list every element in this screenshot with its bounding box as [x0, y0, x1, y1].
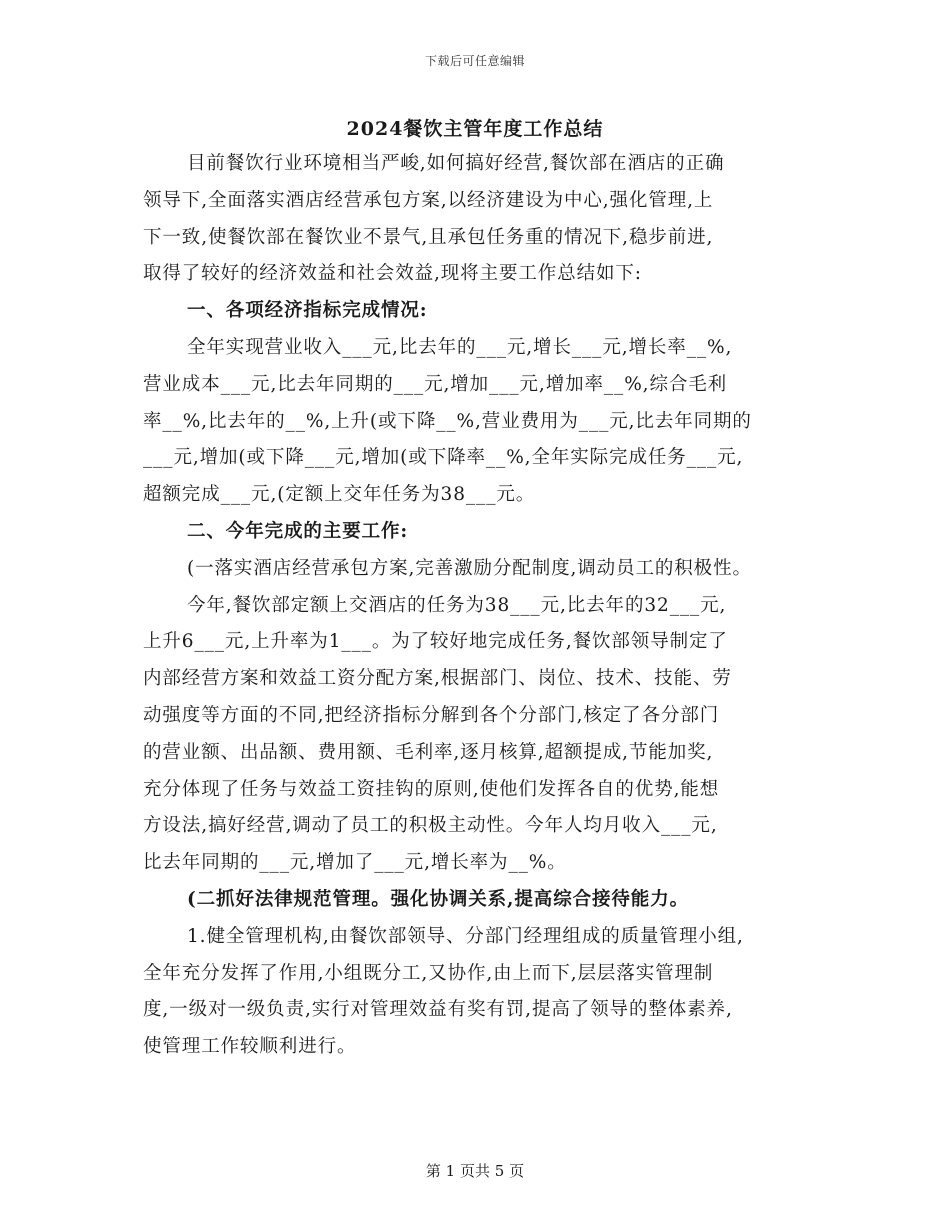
- paragraph-line: (一落实酒店经营承包方案,完善激励分配制度,调动员工的积极性。: [187, 557, 752, 579]
- header-note: 下载后可任意编辑: [424, 54, 525, 68]
- paragraph-line: 方设法,搞好经营,调动了员工的积极主动性。今年人均月收入___元,: [143, 815, 718, 837]
- paragraph-line: 超额完成___元,(定额上交年任务为38___元。: [143, 484, 536, 506]
- paragraph-line: 取得了较好的经济效益和社会效益,现将主要工作总结如下:: [143, 263, 642, 285]
- document-body: [143, 146, 813, 1066]
- paragraph-line: 全年充分发挥了作用,小组既分工,又协作,由上而下,层层落实管理制: [143, 962, 714, 984]
- paragraph-line: 领导下,全面落实酒店经营承包方案,以经济建设为中心,强化管理,上: [143, 189, 714, 211]
- paragraph-line: 度,一级对一级负责,实行对管理效益有奖有罚,提高了领导的整体素养,: [143, 999, 733, 1021]
- paragraph-line: ___元,增加(或下降___元,增加(或下降率__%,全年实际完成任务___元,: [143, 447, 744, 469]
- paragraph-line: 目前餐饮行业环境相当严峻,如何搞好经营,餐饮部在酒店的正确: [187, 153, 725, 174]
- paragraph-line: 下一致,使餐饮部在餐饮业不景气,且承包任务重的情况下,稳步前进,: [143, 226, 714, 248]
- paragraph-line: 率__%,比去年的__%,上升(或下降__%,营业费用为___元,比去年同期的: [143, 410, 752, 432]
- paragraph-line: 动强度等方面的不同,把经济指标分解到各个分部门,核定了各分部门: [143, 704, 720, 726]
- paragraph-line: 内部经营方案和效益工资分配方案,根据部门、岗位、技术、技能、劳: [143, 668, 732, 690]
- paragraph-line: 1.健全管理机构,由餐饮部领导、分部门经理组成的质量管理小组,: [187, 925, 744, 947]
- document-title: 2024餐饮主管年度工作总结: [346, 118, 604, 140]
- paragraph-line: 的营业额、出品额、费用额、毛利率,逐月核算,超额提成,节能加奖,: [143, 741, 714, 763]
- page-number-footer: 第 1 页共 5 页: [425, 1162, 525, 1180]
- paragraph-line: 今年,餐饮部定额上交酒店的任务为38___元,比去年的32___元,: [187, 594, 727, 616]
- paragraph-line: 使管理工作较顺利进行。: [143, 1036, 357, 1058]
- paragraph-line: 全年实现营业收入___元,比去年的___元,增长___元,增长率__%,: [187, 336, 733, 358]
- paragraph-line: 上升6___元,上升率为1___。为了较好地完成任务,餐饮部领导制定了: [143, 631, 728, 653]
- paragraph-line: 充分体现了任务与效益工资挂钩的原则,使他们发挥各自的优势,能想: [143, 778, 720, 800]
- paragraph-line: 比去年同期的___元,增加了___元,增长率为__%。: [143, 852, 567, 874]
- paragraph-line: 营业成本___元,比去年同期的___元,增加___元,增加率__%,综合毛利: [143, 373, 728, 395]
- section-heading: 一、各项经济指标完成情况:: [187, 300, 428, 322]
- subsection-heading: (二抓好法律规范管理。强化协调关系,提高综合接待能力。: [187, 888, 689, 910]
- section-heading: 二、今年完成的主要工作:: [187, 520, 409, 542]
